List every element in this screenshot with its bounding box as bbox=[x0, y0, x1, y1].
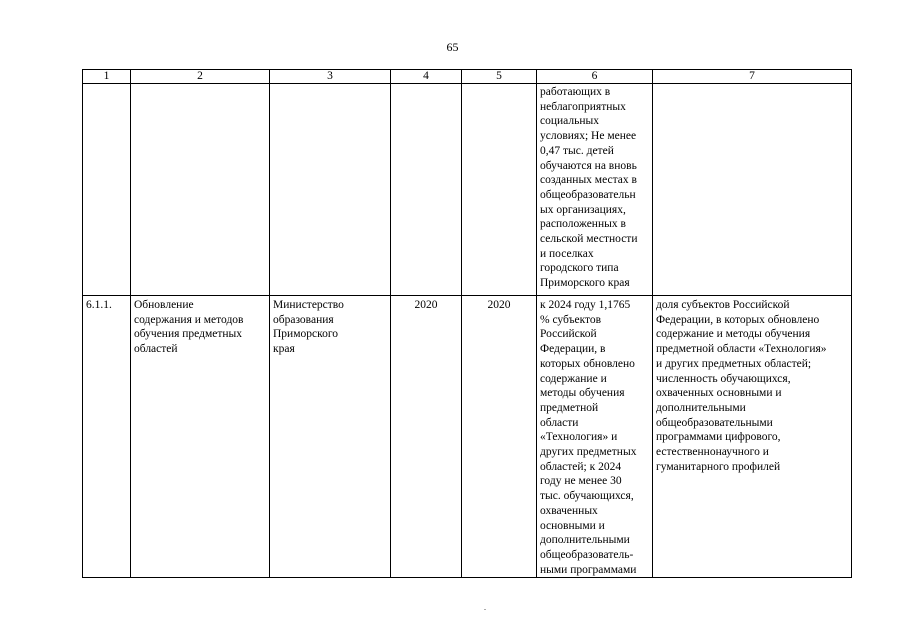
cell-end-year: 2020 bbox=[462, 296, 537, 578]
cell-number: 6.1.1. bbox=[83, 296, 131, 578]
cell-number bbox=[83, 84, 131, 296]
cell-executor bbox=[270, 84, 391, 296]
cell-expected-result: работающих в неблагоприятных социальных условиях; Не менее 0,47 тыс. детей обучаются на вновь созданных местах в общеобразовательн ых организациях, расположенных в сельской местности и поселках городского типа Приморского края bbox=[537, 84, 653, 296]
document-table bbox=[82, 69, 852, 578]
column-header-2: 2 bbox=[131, 70, 270, 84]
cell-start-year: 2020 bbox=[391, 296, 462, 578]
cell-start-year bbox=[391, 84, 462, 296]
page-number: 65 bbox=[446, 40, 459, 54]
cell-end-year bbox=[462, 84, 537, 296]
cell-indicator bbox=[653, 84, 852, 296]
cell-executor: Министерство образования Приморского края bbox=[270, 296, 391, 578]
column-header-7: 7 bbox=[653, 70, 852, 84]
column-header-5: 5 bbox=[462, 70, 537, 84]
table-header-row bbox=[83, 70, 852, 84]
cell-expected-result: к 2024 году 1,1765 % субъектов Российской Федерации, в которых обновлено содержание и методы обучения предметной области «Технология» и других предметных областей; к 2024 году не менее 30 тыс. обучающихся, охваченных основными и дополнительными общеобразователь- ными программами bbox=[537, 296, 653, 578]
column-header-1: 1 bbox=[83, 70, 131, 84]
table-row bbox=[83, 84, 852, 296]
cell-activity-name bbox=[131, 84, 270, 296]
scan-speck bbox=[484, 609, 486, 610]
cell-activity-name: Обновление содержания и методов обучения предметных областей bbox=[131, 296, 270, 578]
table-row bbox=[83, 296, 852, 578]
column-header-4: 4 bbox=[391, 70, 462, 84]
column-header-3: 3 bbox=[270, 70, 391, 84]
column-header-6: 6 bbox=[537, 70, 653, 84]
cell-indicator: доля субъектов Российской Федерации, в которых обновлено содержание и методы обучения предметной области «Технология» и других предметных областей; численность обучающихся, охваченных основными и дополнительными общеобразовательными программами цифрового, естественнонаучного и гуманитарного профилей bbox=[653, 296, 852, 578]
